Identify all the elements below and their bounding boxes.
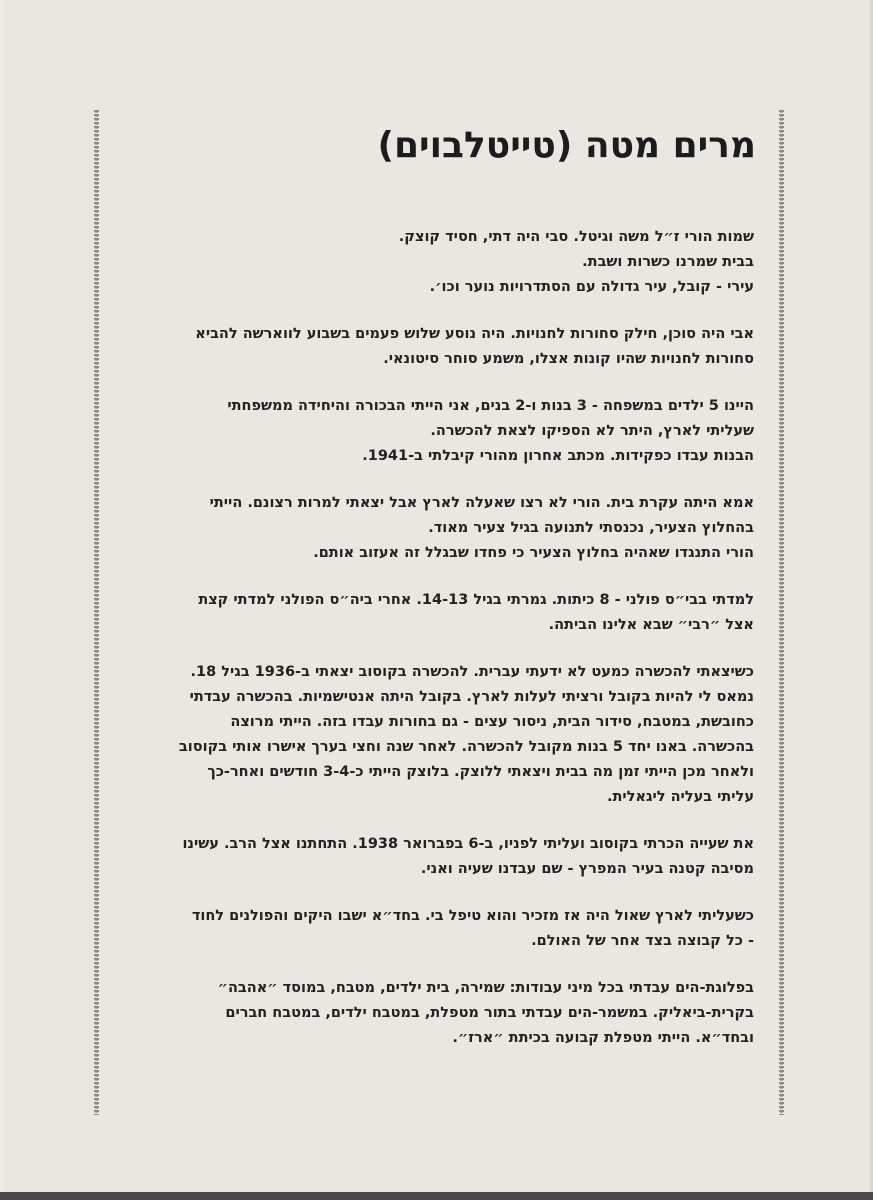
text-line: נמאס לי להיות בקובל ורציתי לעלות לארץ. בקובל היתה אנטישמיות. בהכשרה עבדתי — [189, 689, 754, 705]
text-line: עליתי בעליה ליגאלית. — [606, 789, 754, 805]
text-line: בהכשרה. באנו יחד 5 בנות מקובל להכשרה. לאחר שנה וחצי בערך אישרו אותי בקוסוב — [178, 739, 754, 755]
paragraph — [122, 225, 754, 300]
paragraph — [122, 832, 754, 882]
page-title: מרים מטה (טייטלבוים) — [377, 125, 756, 166]
text-line: כחובשת, במטבח, סידור הבית, ניסור עצים - גם בחורות עבדו בזה. הייתי מרוצה — [230, 714, 754, 730]
paragraph — [122, 660, 754, 810]
text-line: מסיבה קטנה בעיר המפרץ - שם עבדנו שעיה ואני. — [420, 861, 754, 877]
decorative-border-right — [779, 110, 784, 1115]
text-line: כשעליתי לארץ שאול היה אז מזכיר והוא טיפל בי. בחד״א ישבו היקים והפולנים לחוד — [191, 908, 754, 924]
paragraph — [122, 904, 754, 954]
text-line: עירי - קובל, עיר גדולה עם הסתדרויות נוער וכו׳. — [429, 279, 754, 295]
scan-bottom-edge — [0, 1192, 873, 1200]
text-line: בבית שמרנו כשרות ושבת. — [582, 254, 754, 270]
text-line: אבי היה סוכן, חילק סחורות לחנויות. היה נוסע שלוש פעמים בשבוע לווארשה להביא — [195, 326, 754, 342]
paragraph — [122, 322, 754, 372]
text-line: את שעייה הכרתי בקוסוב ועליתי לפניו, ב-6 בפברואר 1938. התחתנו אצל הרב. עשינו — [182, 836, 754, 852]
text-line: בהחלוץ הצעיר, נכנסתי לתנועה בגיל צעיר מאוד. — [428, 520, 754, 536]
text-line: כשיצאתי להכשרה כמעט לא ידעתי עברית. להכשרה בקוסוב יצאתי ב-1936 בגיל 18. — [190, 664, 754, 680]
text-line: למדתי בבי״ס פולני - 8 כיתות. גמרתי בגיל 14-13. אחרי ביה״ס הפולני למדתי קצת — [198, 592, 754, 608]
paragraph — [122, 976, 754, 1051]
paragraph — [122, 588, 754, 638]
text-line: היינו 5 ילדים במשפחה - 3 בנות ו-2 בנים, אני הייתי הבכורה והיחידה ממשפחתי — [227, 398, 754, 414]
text-line: ולאחר מכן הייתי זמן מה בבית ויצאתי ללוצק. בלוצק הייתי כ-3-4 חודשים ואחר-כך — [207, 764, 754, 780]
paragraph — [122, 394, 754, 469]
decorative-border-left — [94, 110, 99, 1115]
text-line: סחורות לחנויות שהיו קונות אצלו, משמע סוחר סיטונאי. — [383, 351, 754, 367]
text-line: - כל קבוצה בצד אחר של האולם. — [531, 933, 754, 949]
text-line: בפלוגת-הים עבדתי בכל מיני עבודות: שמירה, בית ילדים, מטבח, במוסד ״אהבה״ — [217, 980, 754, 996]
document-body — [122, 225, 754, 1073]
text-line: הבנות עבדו כפקידות. מכתב אחרון מהורי קיבלתי ב-1941. — [362, 448, 754, 464]
paragraph — [122, 491, 754, 566]
text-line: הורי התנגדו שאהיה בחלוץ הצעיר כי פחדו שבגלל זה אעזוב אותם. — [313, 545, 754, 561]
text-line: בקרית-ביאליק. במשמר-הים עבדתי בתור מטפלת, במטבח ילדים, במטבח חברים — [225, 1005, 754, 1021]
text-line: שמות הורי ז״ל משה וגיטל. סבי היה דתי, חסיד קוצק. — [398, 229, 754, 245]
text-line: אמא היתה עקרת בית. הורי לא רצו שאעלה לארץ אבל יצאתי למרות רצונם. הייתי — [209, 495, 754, 511]
text-line: שעליתי לארץ, היתר לא הספיקו לצאת להכשרה. — [430, 423, 754, 439]
text-line: אצל ״רבי״ שבא אלינו הביתה. — [548, 617, 754, 633]
text-line: ובחד״א. הייתי מטפלת קבועה בכיתת ״ארז״. — [452, 1030, 754, 1046]
